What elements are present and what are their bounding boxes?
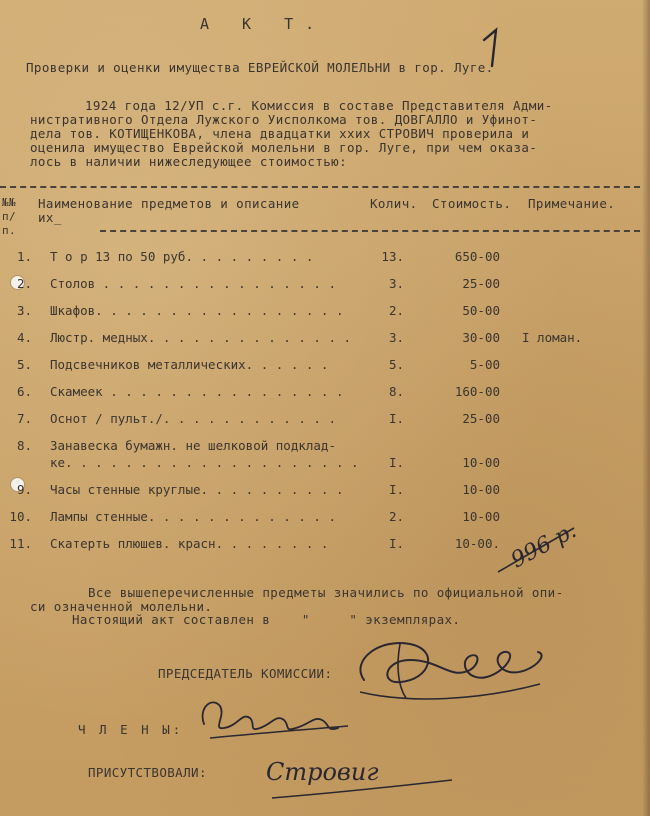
row-number: 9. xyxy=(16,482,32,497)
row-item: Подсвечников металлических. . . . . . xyxy=(50,357,329,372)
row-cost: 10-00 xyxy=(462,455,500,470)
row-item: Т о р 13 по 50 руб. . . . . . . . . xyxy=(50,249,314,264)
row-cost: 10-00. xyxy=(454,536,500,551)
col-header-cost: Стоимость. xyxy=(432,196,512,211)
members-label: Ч Л Е Н Ы: xyxy=(78,722,184,737)
col-header-number: №№ п/п. xyxy=(2,196,17,237)
page-number-text: 1 xyxy=(470,18,471,19)
row-qty: I. xyxy=(388,455,404,470)
row-number: 4. xyxy=(16,330,32,345)
row-cost: 650-00 xyxy=(454,249,500,264)
handwritten-total xyxy=(490,520,600,580)
intro-line: 1924 года 12/УП с.г. Комиссия в составе Представителя Адми- xyxy=(85,98,553,113)
row-qty: 13. xyxy=(381,249,404,264)
row-item: Часы стенные круглые. . . . . . . . . . xyxy=(50,482,344,497)
member-signature xyxy=(190,690,360,750)
row-number: 1. xyxy=(16,249,32,264)
present-signature-text: Стровиг xyxy=(266,758,379,786)
row-item: Занавеска бумажн. не шелковой подклад- xyxy=(50,438,336,453)
intro-line: оценила имущество Еврейской молельни в гор. Луге, при чем оказа- xyxy=(30,140,538,155)
document-subtitle: Проверки и оценки имущества ЕВРЕЙСКОЙ МОЛЕЛЬНИ в гор. Луге. xyxy=(26,60,494,75)
row-number: 2. xyxy=(16,276,32,291)
row-cost: 25-00 xyxy=(462,276,500,291)
row-note: I ломан. xyxy=(522,330,583,345)
row-number: 10. xyxy=(9,509,32,524)
row-qty: I. xyxy=(388,411,404,426)
row-cost: 25-00 xyxy=(462,411,500,426)
row-cost: 50-00 xyxy=(462,303,500,318)
row-item: Столов . . . . . . . . . . . . . . . . xyxy=(50,276,336,291)
present-label: ПРИСУТСТВОВАЛИ: xyxy=(88,765,207,780)
row-number: 6. xyxy=(16,384,32,399)
document-title: А К Т. xyxy=(200,15,327,33)
page-edge-shadow xyxy=(642,0,650,816)
col-header-name-2: их_ xyxy=(38,210,62,225)
intro-line: дела тов. КОТИЩЕНКОВА, члена двадцатки ххих СТРОВИЧ проверила и xyxy=(30,126,530,141)
intro-line: лось в наличии нижеследующее стоимостью: xyxy=(30,154,348,169)
row-item-cont: ке. . . . . . . . . . . . . . . . . . . . xyxy=(50,455,359,470)
row-number: 11. xyxy=(9,536,32,551)
row-qty: 5. xyxy=(388,357,404,372)
row-item: Оснот / пульт./. . . . . . . . . . . . xyxy=(50,411,336,426)
row-qty: 2. xyxy=(388,303,404,318)
row-cost: 10-00 xyxy=(462,482,500,497)
table-top-rule xyxy=(0,186,640,188)
row-number: 7. xyxy=(16,411,32,426)
row-qty: I. xyxy=(388,536,404,551)
row-cost: 10-00 xyxy=(462,509,500,524)
intro-line: нистративного Отдела Лужского Уисполкома тов. ДОВГАЛЛО и Уфинот- xyxy=(30,112,538,127)
col-header-name: Наименование предметов и описание xyxy=(38,196,300,211)
row-qty: 3. xyxy=(388,330,404,345)
closing-line: Настоящий акт составлен в " " экземплярах. xyxy=(72,612,461,627)
row-qty: 3. xyxy=(388,276,404,291)
row-qty: 8. xyxy=(388,384,404,399)
total-text: 996 р. xyxy=(507,518,581,574)
row-item: Скатерть плюшев. красн. . . . . . . . xyxy=(50,536,329,551)
table-header-rule xyxy=(100,230,640,232)
row-cost: 30-00 xyxy=(462,330,500,345)
row-number: 8. xyxy=(16,438,32,453)
row-cost: 5-00 xyxy=(469,357,500,372)
row-number: 5. xyxy=(16,357,32,372)
closing-line: Все вышеперечисленные предметы значились по официальной опи- xyxy=(88,585,564,600)
row-item: Шкафов. . . . . . . . . . . . . . . . . xyxy=(50,303,344,318)
present-signature xyxy=(262,748,462,808)
row-qty: 2. xyxy=(388,509,404,524)
closing-line: си означенной молельни. xyxy=(30,599,213,614)
col-header-qty: Колич. xyxy=(370,196,418,211)
row-item: Скамеек . . . . . . . . . . . . . . . . xyxy=(50,384,344,399)
chairman-signature xyxy=(340,630,560,720)
row-number: 3. xyxy=(16,303,32,318)
row-item: Люстр. медных. . . . . . . . . . . . . . xyxy=(50,330,352,345)
col-header-note: Примечание. xyxy=(528,196,616,211)
row-qty: I. xyxy=(388,482,404,497)
chairman-label: ПРЕДСЕДАТЕЛЬ КОМИССИИ: xyxy=(158,666,333,681)
row-cost: 160-00 xyxy=(454,384,500,399)
row-item: Лампы стенные. . . . . . . . . . . . . xyxy=(50,509,336,524)
